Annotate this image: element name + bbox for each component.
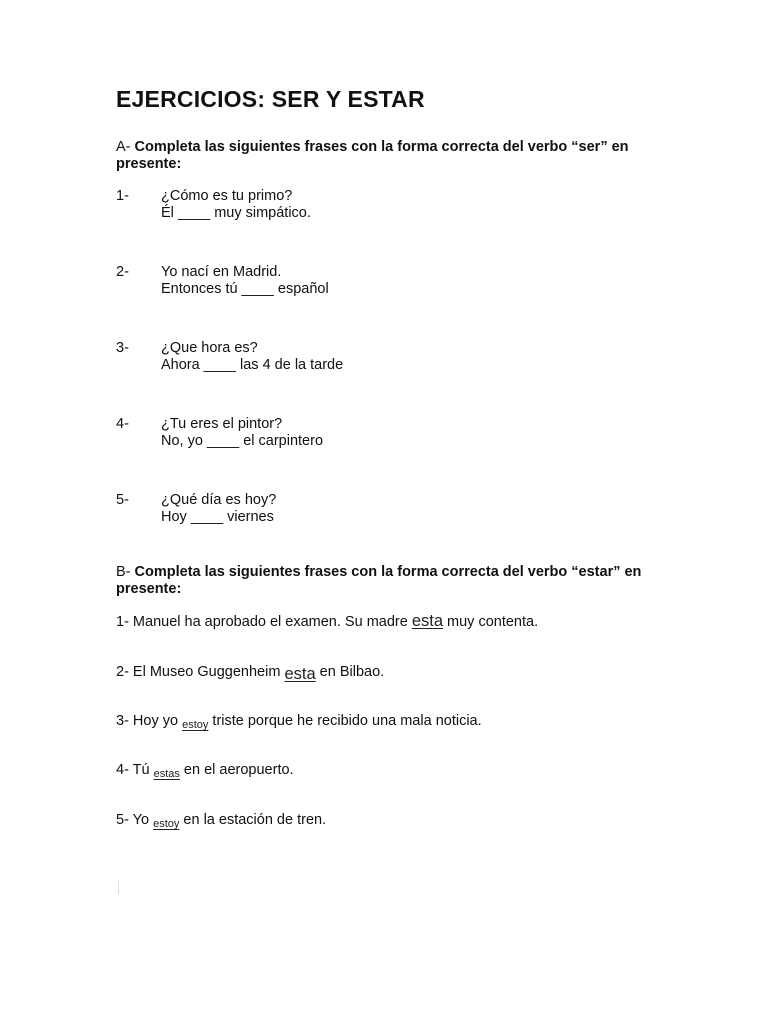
item-answer-line: Entonces tú ____ español <box>161 281 329 297</box>
item-text-before: 2- El Museo Guggenheim <box>116 664 285 680</box>
handwritten-answer: estoy <box>182 719 209 731</box>
item-number: 4- <box>116 416 129 432</box>
item-question: Yo nací en Madrid. <box>161 264 282 280</box>
item-number: 5- <box>116 492 129 508</box>
item-answer-line: No, yo ____ el carpintero <box>161 433 324 449</box>
handwritten-answer: estoy <box>153 818 180 830</box>
item-text-before: 4- Tú <box>116 762 154 778</box>
item-number: 2- <box>116 264 129 280</box>
handwritten-answer: estas <box>153 768 180 780</box>
section-b-item-2 <box>116 663 384 681</box>
section-a-prefix: A- <box>116 139 131 155</box>
margin-mark <box>118 880 119 894</box>
item-question: ¿Tu eres el pintor? <box>161 416 283 432</box>
section-b-item-4 <box>116 762 294 780</box>
handwritten-answer: esta <box>284 665 316 683</box>
section-b-prefix: B- <box>116 564 131 580</box>
item-text-after: en el aeropuerto. <box>179 762 294 778</box>
section-b-item-5 <box>116 812 326 830</box>
item-number: 1- <box>116 188 129 204</box>
item-question: ¿Qué día es hoy? <box>161 492 277 508</box>
item-answer-line: Él ____ muy simpático. <box>161 205 311 221</box>
item-text-after: en la estación de tren. <box>179 812 327 828</box>
page-title: EJERCICIOS: SER Y ESTAR <box>116 86 425 112</box>
section-b-item-3 <box>116 713 482 731</box>
item-question: ¿Que hora es? <box>161 340 258 356</box>
section-a-instruction <box>116 139 696 173</box>
handwritten-answer: esta <box>411 612 444 630</box>
item-answer-line: Hoy ____ viernes <box>161 509 274 525</box>
item-question: ¿Cómo es tu primo? <box>161 188 293 204</box>
item-text-after: muy contenta. <box>443 614 539 630</box>
item-text-after: en Bilbao. <box>315 664 385 680</box>
section-a-instruction-text: Completa las siguientes frases con la forma correcta del verbo “ser” en presente: <box>116 139 629 172</box>
section-b-instruction-text: Completa las siguientes frases con la forma correcta del verbo “estar” en presente: <box>116 564 642 597</box>
item-answer-line: Ahora ____ las 4 de la tarde <box>161 357 344 373</box>
item-text-after: triste porque he recibido una mala noticia. <box>208 713 482 729</box>
item-text-before: 1- Manuel ha aprobado el examen. Su madre <box>116 614 412 630</box>
item-text-before: 3- Hoy yo <box>116 713 183 729</box>
item-number: 3- <box>116 340 129 356</box>
section-b-item-1 <box>116 613 538 631</box>
section-b-instruction <box>116 564 696 598</box>
item-text-before: 5- Yo <box>116 812 154 828</box>
